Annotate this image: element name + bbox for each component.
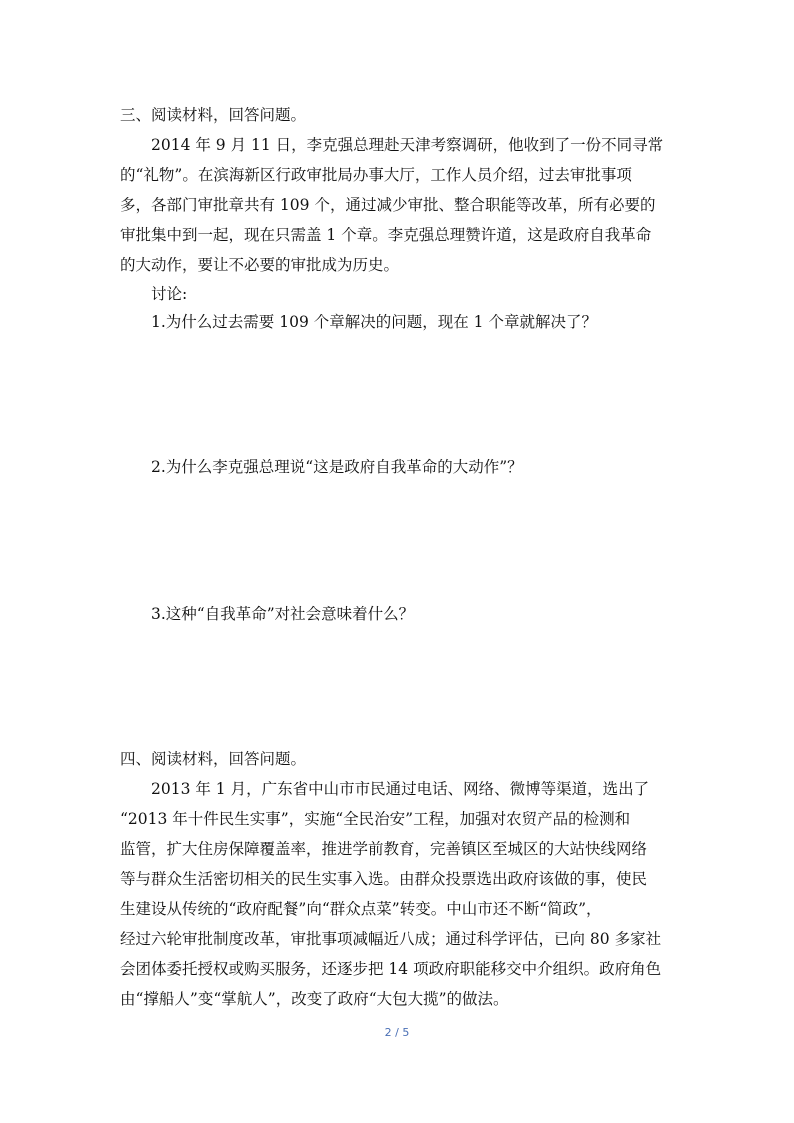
material-line: 审批集中到一起，现在只需盖 1 个章。李克强总理赞许道，这是政府自我革命: [120, 226, 652, 244]
material-line: 多，各部门审批章共有 109 个，通过减少审批、整合职能等改革，所有必要的: [120, 196, 656, 214]
material-line: 监管，扩大住房保障覆盖率，推进学前教育，完善镇区至城区的大站快线网络: [120, 840, 648, 858]
material-line: 由“撑船人”变“掌航人”，改变了政府“大包大揽”的做法。: [120, 990, 509, 1008]
material-line: 经过六轮审批制度改革，审批事项减幅近八成；通过科学评估，已向 80 多家社: [120, 930, 662, 948]
question-3: 3.这种“自我革命”对社会意味着什么？: [151, 605, 415, 623]
material-line: 2013 年 1 月，广东省中山市市民通过电话、网络、微博等渠道，选出了: [151, 780, 650, 798]
section-4-heading: 四、阅读材料，回答问题。: [120, 750, 307, 768]
page-number: 2 / 5: [384, 1026, 410, 1039]
material-line: “2013 年十件民生实事”，实施“全民治安”工程，加强对农贸产品的检测和: [120, 810, 631, 828]
section-4-material: [120, 774, 680, 1014]
material-line: 等与群众生活密切相关的民生实事入选。由群众投票选出政府该做的事，使民: [120, 870, 648, 888]
material-line: 会团体委托授权或购买服务，还逐步把 14 项政府职能移交中介组织。政府角色: [120, 960, 662, 978]
section-3-heading: 三、阅读材料，回答问题。: [120, 106, 307, 124]
material-line: 2014 年 9 月 11 日，李克强总理赴天津考察调研，他收到了一份不同寻常: [151, 136, 664, 154]
material-line: 的“礼物”。在滨海新区行政审批局办事大厅，工作人员介绍，过去审批事项: [120, 166, 632, 184]
question-2: 2.为什么李克强总理说“这是政府自我革命的大动作”？: [151, 458, 523, 476]
section-3-material: [120, 130, 680, 280]
discussion-label: 讨论:: [151, 285, 188, 303]
material-line: 的大动作，要让不必要的审批成为历史。: [120, 256, 400, 274]
question-1: 1.为什么过去需要 109 个章解决的问题，现在 1 个章就解决了？: [151, 313, 597, 331]
material-line: 生建设从传统的“政府配餐”向“群众点菜”转变。中山市还不断“简政”，: [120, 900, 602, 918]
